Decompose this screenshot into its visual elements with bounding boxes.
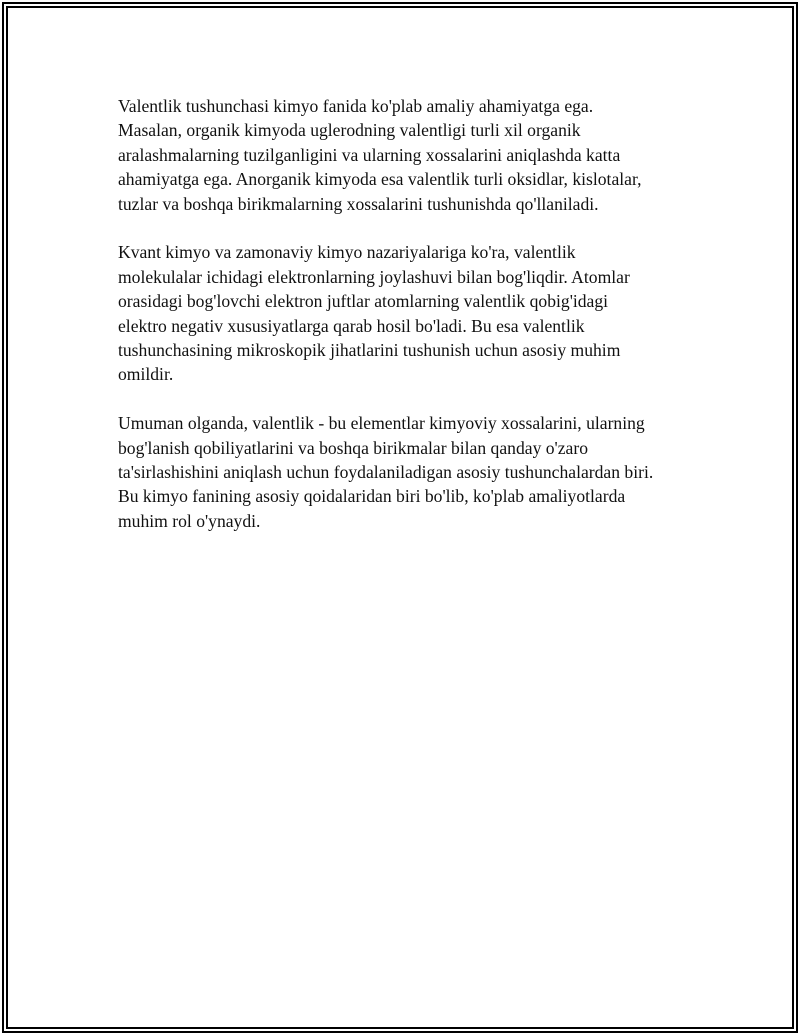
text-line: ahamiyatga ega. Anorganik kimyoda esa valentlik turli oksidlar, kislotalar, — [118, 169, 642, 190]
text-line: ta'sirlashishini aniqlash uchun foydalaniladigan asosiy tushunchalardan biri. — [118, 462, 654, 483]
text-line: Bu kimyo fanining asosiy qoidalaridan biri bo'lib, ko'plab amaliyotlarda — [118, 486, 626, 507]
text-line: elektro negativ xususiyatlarga qarab hosil bo'ladi. Bu esa valentlik — [118, 315, 585, 336]
text-line: Kvant kimyo va zamonaviy kimyo nazariyalariga ko'ra, valentlik — [118, 242, 576, 263]
text-line: omildir. — [118, 364, 174, 385]
paragraph-1 — [118, 94, 698, 216]
text-line: bog'lanish qobiliyatlarini va boshqa birikmalar bilan qanday o'zaro — [118, 437, 589, 458]
document-body — [118, 94, 698, 558]
text-line: Valentlik tushunchasi kimyo fanida ko'plab amaliy ahamiyatga ega. — [118, 96, 594, 116]
text-line: tuzlar va boshqa birikmalarning xossalarini tushunishda qo'llaniladi. — [118, 193, 599, 214]
text-line: orasidagi bog'lovchi elektron juftlar atomlarning valentlik qobig'idagi — [118, 291, 609, 312]
text-line: Masalan, organik kimyoda uglerodning valentligi turli xil organik — [118, 120, 581, 141]
text-line: molekulalar ichidagi elektronlarning joylashuvi bilan bog'liqdir. Atomlar — [118, 266, 630, 287]
text-line: muhim rol o'ynaydi. — [118, 510, 261, 531]
paragraph-3 — [118, 411, 698, 533]
text-line: tushunchasining mikroskopik jihatlarini tushunish uchun asosiy muhim — [118, 340, 621, 361]
text-line: Umuman olganda, valentlik - bu elementlar kimyoviy xossalarini, ularning — [118, 413, 645, 434]
text-line: aralashmalarning tuzilganligini va ularning xossalarini aniqlashda katta — [118, 144, 621, 165]
paragraph-2 — [118, 240, 698, 386]
